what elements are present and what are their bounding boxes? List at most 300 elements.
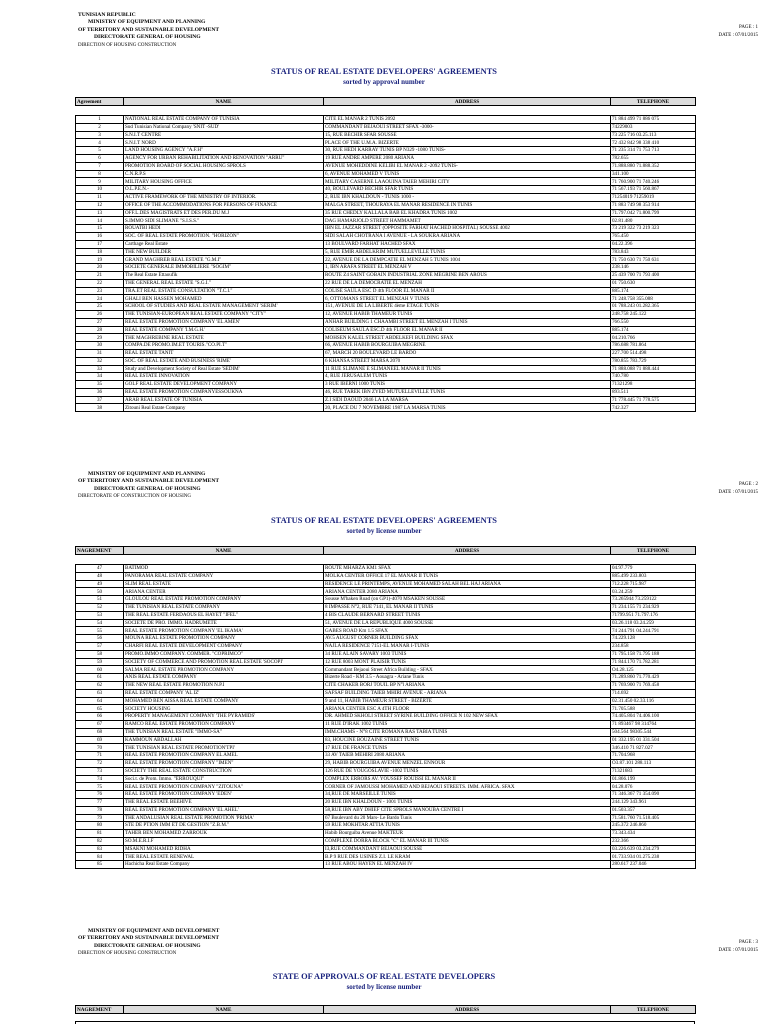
cell-name: AGENCY FOR URBAN REHABILITATION AND RENOVATION "ARRU"	[124, 154, 324, 162]
cell-telephone: 71 248.758 355.088	[611, 295, 696, 303]
table-row	[76, 209, 696, 217]
cell-name: OFFICE OF THE ACCOMMODATIONS FOR PERSONS OF FINANCE	[124, 201, 324, 209]
cell-telephone: 346.410 71 827.027	[611, 744, 696, 752]
cell-name: PROMOTION BOARD OF SOCIAL HOUSING SPROLS	[124, 162, 324, 170]
cell-address: 51, AVENUE DE LA REPUBLIQUE 4000 SOUSSE	[324, 619, 611, 627]
table-row	[76, 388, 696, 396]
cell-address: I3,RUE COMMANDANT BEJAOUI SOUSSE	[324, 845, 611, 853]
column-header-telephone: TELEPHONE	[611, 98, 696, 106]
cell-telephone: 01.733.934 01.275.238	[611, 853, 696, 861]
column-header-address: ADDRESS	[324, 98, 611, 106]
table-row	[76, 728, 696, 736]
cell-number: 37	[76, 396, 124, 404]
cell-telephone: 885.174	[611, 287, 696, 295]
cell-name: REAL ESTATE PROMOTION COMPANY 'EL AHEL'	[124, 806, 324, 814]
page-number-block	[719, 24, 758, 39]
cell-number: 32	[76, 357, 124, 365]
cell-number: 50	[76, 588, 124, 596]
cell-address: 151, AVENUE DE LA LIBERTE 4ème ETAGE TUNIS	[324, 303, 611, 311]
cell-number: 2	[76, 123, 124, 131]
cell-number: 18	[76, 248, 124, 256]
cell-number: 33	[76, 365, 124, 373]
table-row	[76, 381, 696, 389]
cell-telephone: 74 244.791 04.244.791	[611, 627, 696, 635]
cell-address: CORNER OF JAMOUSSI MOHAMED AND BEJAOUI STREETS. IMM. AFRICA. SFAX	[324, 783, 611, 791]
cell-number: 64	[76, 697, 124, 705]
cell-address: ARIANA CENTER 2080 ARIANA	[324, 588, 611, 596]
table-row	[76, 326, 696, 334]
page-subtitle: sorted by license number	[346, 527, 422, 535]
header-line: MINISTRY OF EQUIPMENT AND DEVELOPMENT	[88, 928, 220, 934]
cell-address: DAG HAMARJOLD STREET HAMMAMET	[324, 217, 611, 225]
cell-address: 17 RUE DE FRANCE TUNIS	[324, 744, 611, 752]
developers-table-page-1	[75, 115, 696, 412]
table-row	[76, 256, 696, 264]
table-row	[76, 279, 696, 287]
cell-address: 2, RUE IBN KHALDOUN - TUNIS 1000 -	[324, 193, 611, 201]
cell-number: 56	[76, 635, 124, 643]
cell-address: 29, HABIB BOURGUIBA AVENUE MENZEL ENNOUR	[324, 759, 611, 767]
cell-telephone: 504.564 98305.544	[611, 728, 696, 736]
header-line: DIRECTORATE GENERAL OF HOUSING	[94, 485, 201, 492]
table-row	[76, 116, 696, 124]
cell-number: 74	[76, 775, 124, 783]
header-line: DIRECTORATE OF CONSTRUCTION OF HOUSING	[78, 494, 191, 500]
cell-name: REAL ESTATE INNOVATION	[124, 373, 324, 381]
cell-address: ROUTE Z4 SAINT GOBAIN INDUSTRIAL ZONE MEGRINE BEN AROUS	[324, 271, 611, 279]
cell-telephone: 782.655	[611, 154, 696, 162]
table-row	[76, 572, 696, 580]
column-header-name: NAME	[124, 98, 324, 106]
cell-name: GOLF REAL ESTATE DEVELOPMENT COMPANY	[124, 381, 324, 389]
cell-number: 5	[76, 147, 124, 155]
table-row	[76, 580, 696, 588]
page-number: PAGE : 3	[739, 940, 758, 945]
table-row	[76, 830, 696, 838]
cell-number: 11	[76, 193, 124, 201]
table-row	[76, 334, 696, 342]
cell-name: MOUNA REAL ESTATE PROMOTION COMPANY	[124, 635, 324, 643]
cell-telephone: 245.372 246.860	[611, 822, 696, 830]
cell-name: THE REAL ESTATE BEEHIVE	[124, 798, 324, 806]
cell-address: COMPLEXE DORRA BLOCK "C" EL MANAR III TUNIS	[324, 837, 611, 845]
header-line: MINISTRY OF EQUIPMENT AND PLANNING	[88, 19, 206, 26]
cell-number: 62	[76, 681, 124, 689]
cell-address: MILITARY CASERNE LAAOUINA TAIEB MEHIRI CITY	[324, 178, 611, 186]
header-line: DIRECTORATE GENERAL OF HOUSING	[94, 942, 201, 949]
cell-address: MOLKA CENTER OFFICE 17 EL MANAR II TUNIS	[324, 572, 611, 580]
cell-name: Zitouni Real Estate Company	[124, 404, 324, 412]
cell-address: 34,RUE DE MARSEILLE TUNIS	[324, 791, 611, 799]
cell-telephone: 71.289.860 71.770.429	[611, 674, 696, 682]
table-row	[76, 689, 696, 697]
cell-telephone: 71 888.088 71 888.444	[611, 365, 696, 373]
cell-telephone: 71.704.968	[611, 752, 696, 760]
cell-address: COMPLEX ERRORS AV. YOUSSEF ROUISSI EL MANAR II	[324, 775, 611, 783]
cell-telephone: 74.229.128	[611, 635, 696, 643]
table-row	[76, 139, 696, 147]
cell-number: 53	[76, 611, 124, 619]
cell-telephone: O3.87.101 288.113	[611, 759, 696, 767]
cell-name: REAL ESTATE TANIT	[124, 349, 324, 357]
cell-number: 75	[76, 783, 124, 791]
cell-address: ARIANA CENTER ESC A 4TH FLOOR	[324, 705, 611, 713]
cell-address: SIDI SALAH CHOTRANA I AVENUE - LA SOUKRA ARIANA	[324, 232, 611, 240]
cell-number: 34	[76, 373, 124, 381]
cell-name: SOCIETE GENERALE IMMOBILIERE "SOGIM"	[124, 264, 324, 272]
cell-address: IMM.CHAMS - N°8 CITE ROMANA RAS TABIA TUNIS	[324, 728, 611, 736]
cell-name: Sud Tunisian National Company 'SNIT -SUD'	[124, 123, 324, 131]
cell-telephone: 71 760.900 71 740.246	[611, 178, 696, 186]
table-row	[76, 853, 696, 861]
cell-address: 11 RUE D'IRAK 1002 TUNIS	[324, 720, 611, 728]
cell-telephone: 71321683	[611, 767, 696, 775]
table-row	[76, 822, 696, 830]
cell-telephone: 783.843	[611, 248, 696, 256]
table-row	[76, 303, 696, 311]
cell-address: 12 RUE 8003 MONT PLAISIR TUNIS	[324, 658, 611, 666]
cell-number: 15	[76, 225, 124, 233]
cell-name: SOCIETY HOUSING	[124, 705, 324, 713]
cell-telephone: 71 567.193 71 560.867	[611, 186, 696, 194]
cell-telephone: 71 346.367 71 354.090	[611, 791, 696, 799]
table-row	[76, 752, 696, 760]
table-row	[76, 681, 696, 689]
cell-number: 17	[76, 240, 124, 248]
cell-telephone: 893.511	[611, 388, 696, 396]
table-row	[76, 837, 696, 845]
cell-name: RAMCO REAL ESTATE PROMOTION COMPANY	[124, 720, 324, 728]
cell-telephone: 73 225 716 03.25.113	[611, 131, 696, 139]
table-row	[76, 611, 696, 619]
table-row	[76, 295, 696, 303]
table-row	[76, 806, 696, 814]
cell-telephone: 71 883 749 98 353 914	[611, 201, 696, 209]
cell-name: MSAKNI MOHAMED RIDHA	[124, 845, 324, 853]
column-header-address: ADDRESS	[324, 547, 611, 555]
cell-name: SLIM REAL ESTATE	[124, 580, 324, 588]
cell-name: ACTIVE FRAMEWORK OF THE MINISTRY OF INTERIOR.	[124, 193, 324, 201]
cell-name: THE REAL ESTATE FERDAOUS EL HAYET "IFEL"	[124, 611, 324, 619]
cell-name: MOHAMED BEN AISSA REAL ESTATE COMPANY	[124, 697, 324, 705]
cell-number: 84	[76, 853, 124, 861]
cell-telephone: 227.700 514.498	[611, 349, 696, 357]
table-row	[76, 154, 696, 162]
table-row	[76, 775, 696, 783]
cell-number: 13	[76, 209, 124, 217]
cell-address: Habib Bourguiba Avenue MAKTEUR	[324, 830, 611, 838]
cell-address: Z.I SIDI DAOUD 2046 LA LA MARSA	[324, 396, 611, 404]
cell-number: 60	[76, 666, 124, 674]
cell-name: REAL ESTATE PROMOTION COMPANY 'EL IKAMA'	[124, 627, 324, 635]
table-row	[76, 565, 696, 573]
cell-address: 58,RUE IBN ABY DHIEF CITE SPROLS MANOUBA CENTRE I	[324, 806, 611, 814]
cell-number: 12	[76, 201, 124, 209]
page-2-title-block	[0, 515, 768, 536]
cell-telephone: 03.226.639 03.234.279	[611, 845, 696, 853]
cell-number: 25	[76, 303, 124, 311]
cell-telephone: 73.343.434	[611, 830, 696, 838]
cell-number: 68	[76, 728, 124, 736]
cell-name: REAL ESTATE PROMOTION COMPANY 'EL AMEN'	[124, 318, 324, 326]
cell-address: 30, RUE HEDI KARRAY TUNIS BP N329 -1080 TUNIS-	[324, 147, 611, 155]
cell-number: 66	[76, 713, 124, 721]
cell-name: THE TUNISIAN-EUROPEAN REAL ESTATE COMPANY "CITY"	[124, 310, 324, 318]
cell-address: 22, AVENUE DE LA DEMPCATIE EL MENZAH 5 TUNIS 1004	[324, 256, 611, 264]
table-row	[76, 349, 696, 357]
cell-telephone: 712.228 715.987	[611, 580, 696, 588]
cell-number: 28	[76, 326, 124, 334]
cell-telephone: 71.797.042 71.800.799	[611, 209, 696, 217]
column-header-name: NAME	[124, 1006, 324, 1014]
cell-address: Sousse M'haken Road (on GP1)-4070 MSAKEN SOUSSE	[324, 596, 611, 604]
cell-name: THE NEW BUILDER	[124, 248, 324, 256]
table-row	[76, 845, 696, 853]
table-row	[76, 131, 696, 139]
table-row	[76, 861, 696, 869]
cell-number: 21	[76, 271, 124, 279]
cell-telephone: 03.26.118 03.24.259	[611, 619, 696, 627]
cell-name: LAND HOUSING AGENCY "A.F.H"	[124, 147, 324, 155]
cell-address: 20, PLACE DU 7 NOVEMBRE 1987 LA MARSA TUNIS	[324, 404, 611, 412]
cell-address: 4 BIS CLAUDE BERNARD STREET TUNIS	[324, 611, 611, 619]
cell-telephone: 234.858	[611, 642, 696, 650]
cell-address: 19 RUE ANDRE AMPERE 2080 ARIANA	[324, 154, 611, 162]
cell-number: 1	[76, 116, 124, 124]
cell-name: SALMA REAL ESTATE PROMOTION COMPANY	[124, 666, 324, 674]
cell-name: NATIONAL REAL ESTATE COMPANY OF TUNISIA	[124, 116, 324, 124]
cell-address: PLACE OF THE U.M.A. BIZERTE	[324, 139, 611, 147]
cell-name: ARIANA CENTER	[124, 588, 324, 596]
date-label: DATE : 07/01/2015	[718, 947, 758, 953]
cell-address: COLISEUM SAULA ESC.D 4th FLOOR EL MANAR II	[324, 326, 611, 334]
header-line: OF TERRITORY AND SUSTAINABLE DEVELOPMENT	[78, 478, 220, 485]
cell-address: 9 and 11, HABIB THAMEUR STREET - BIZERTE	[324, 697, 611, 705]
cell-name: SO.M.E.R.I.F	[124, 837, 324, 845]
column-header-agreement: NAGREMENT	[76, 547, 124, 555]
cell-telephone: 71799.951 71.797.176	[611, 611, 696, 619]
table-header	[75, 97, 696, 106]
cell-address: 35 RUE CHEDLY KALLALA BAB EL KHADRA TUNIS 1002	[324, 209, 611, 217]
cell-name: THE ANDALUSIAN REAL ESTATE PROMOTION 'PRIMA'	[124, 814, 324, 822]
cell-number: 51	[76, 596, 124, 604]
cell-number: 22	[76, 279, 124, 287]
cell-name: KAMMOUN ABDALLAH	[124, 736, 324, 744]
cell-address: MOHSEN KALEL STREET ABDELKEFI BUILDING SFAX	[324, 334, 611, 342]
cell-name: The Real Estate Ettaoufik	[124, 271, 324, 279]
cell-address: 46, RUE TAREK IBN ZYED MUTUELLEVILLE TUNIS	[324, 388, 611, 396]
cell-telephone: 74.405.804 74.406.100	[611, 713, 696, 721]
cell-name: THE GENERAL REAL ESTATE "S.G.I."	[124, 279, 324, 287]
cell-telephone: 04.22.396	[611, 240, 696, 248]
cell-name: SOCIETY OF COMMERCE AND PROMOTION REAL ESTATE 'SOCOPI'	[124, 658, 324, 666]
cell-address: IBN EL JAZZAR STREET (OPPOSITE FARHAT HACHED HOSPITAL) SOUSSE 4002	[324, 225, 611, 233]
column-header-address: ADDRESS	[324, 1006, 611, 1014]
table-row	[76, 201, 696, 209]
cell-name: OFF.L.DES MAGISTRATS ET DES PER.DU M.J	[124, 209, 324, 217]
cell-name: THE TUNISIAN REAL ESTATE COMPANY	[124, 603, 324, 611]
cell-number: 81	[76, 830, 124, 838]
cell-name: REAL ESTATE PROMOTION COMPANYESSOUKNA	[124, 388, 324, 396]
cell-telephone: 01 332.195 01 331.504	[611, 736, 696, 744]
cell-name: REAL ESTATE PROMOTION COMPANY EL AMEL	[124, 752, 324, 760]
cell-address: 67 Boulevard du 20 Mars- Le Bardo Tunis	[324, 814, 611, 822]
cell-telephone: 71 769.900 71 769.458	[611, 681, 696, 689]
cell-address: 15, RUE BECHIR SFAR SOUSSE	[324, 131, 611, 139]
cell-number: 47	[76, 565, 124, 573]
cell-telephone: 71.705.588	[611, 705, 696, 713]
table-header	[75, 1005, 696, 1014]
table-row	[76, 217, 696, 225]
header-line: DIRECTION OF HOUSING CONSTRUCTION	[78, 42, 177, 48]
cell-name: TRA.ET REAL ESTATE CONSULTATION "T.C.I."	[124, 287, 324, 295]
cell-telephone: 04.28.076	[611, 783, 696, 791]
cell-number: 77	[76, 798, 124, 806]
cell-number: 29	[76, 334, 124, 342]
cell-telephone: 04.210.766	[611, 334, 696, 342]
cell-address: 67, MARCH 20 BOULEVARD LE BARDO	[324, 349, 611, 357]
cell-number: 71	[76, 752, 124, 760]
cell-address: 11 RUE SLIMANE E SLIMANEEL MANAR II TUNIS	[324, 365, 611, 373]
table-row	[76, 814, 696, 822]
cell-number: 36	[76, 388, 124, 396]
cell-name: PANORAMA REAL ESTATE COMPANY	[124, 572, 324, 580]
cell-telephone: 71 844.170 71.782.281	[611, 658, 696, 666]
table-row	[76, 627, 696, 635]
table-header	[75, 546, 696, 555]
cell-number: 72	[76, 759, 124, 767]
table-row	[76, 713, 696, 721]
cell-number: 8	[76, 170, 124, 178]
cell-telephone: 73 219 322 73 219 323	[611, 225, 696, 233]
cell-name: REAL ESTATE PROMOTION COMPANY "ZITOUNA"	[124, 783, 324, 791]
cell-telephone: 765.450	[611, 232, 696, 240]
cell-number: 85	[76, 861, 124, 869]
cell-address: NAJLA RESIDENCE 7151-EL MANAR I-TUNIS	[324, 642, 611, 650]
cell-number: 19	[76, 256, 124, 264]
cell-address: 8 IMPASSE N°2, RUE 7141, EL MANAR II TUNIS	[324, 603, 611, 611]
cell-name: BATIMOD	[124, 565, 324, 573]
cell-name: SOCIETE DE PRO. IMMO. HADRUMETE	[124, 619, 324, 627]
page-number: PAGE : 1	[739, 25, 758, 30]
cell-telephone: 71 234.155 71 234.929	[611, 603, 696, 611]
page-title: STATUS OF REAL ESTATE DEVELOPERS' AGREEMENTS	[271, 516, 497, 525]
cell-name: S.IMMO SIDI SLIMANE "S.I.S.S."	[124, 217, 324, 225]
cell-address: 13 RUE ABOU HAYEN EL MENZAH IV	[324, 861, 611, 869]
cell-telephone: 71 795.158 71.795 188	[611, 650, 696, 658]
page-number-block	[719, 481, 758, 496]
cell-telephone: 01 788.243 01.282.365	[611, 303, 696, 311]
cell-address: 20 RUE IBN KHALDOUN - 1001 TUNIS	[324, 798, 611, 806]
table-row	[76, 170, 696, 178]
cell-number: 79	[76, 814, 124, 822]
cell-address: 83, HOUCINE BOUZAINE STREET TUNIS	[324, 736, 611, 744]
cell-address: 13 BOULVARD FARHAT HACHED SFAX	[324, 240, 611, 248]
page-title: STATE OF APPROVALS OF REAL ESTATE DEVELOPERS	[272, 972, 496, 981]
table-row	[76, 287, 696, 295]
cell-name: GLOULOU REAL ESTATE PROMOTION COMPANY	[124, 596, 324, 604]
table-row	[76, 603, 696, 611]
cell-address: SAFSAF BUILDING TAIEB MHIRI AVENUE - ARIANA	[324, 689, 611, 697]
cell-telephone: 71 235 314 71 753 713	[611, 147, 696, 155]
table-row	[76, 186, 696, 194]
cell-telephone: 341.100	[611, 170, 696, 178]
table-row	[76, 705, 696, 713]
cell-name: THE TUNISIAN REAL ESTATE PROMOTION'TPI'	[124, 744, 324, 752]
table-row	[76, 162, 696, 170]
page-3-header	[78, 928, 219, 958]
cell-number: 30	[76, 342, 124, 350]
header-line: OF TERRITORY AND SUSTAINABLE DEVELOPMENT	[78, 26, 220, 33]
cell-telephone: 25 439 700 71 793 400	[611, 271, 696, 279]
cell-telephone: 232.366	[611, 837, 696, 845]
table-row	[76, 650, 696, 658]
column-header-name: NAME	[124, 547, 324, 555]
table-row	[76, 240, 696, 248]
page-number-block	[719, 939, 758, 954]
cell-address: CITE CHAKER BORJ TOUIL BP N°l ARIANA	[324, 681, 611, 689]
cell-telephone: 03.24.259	[611, 588, 696, 596]
cell-address: 1, IBN ARAFA STREET EL MENZAH V	[324, 264, 611, 272]
table-row	[76, 193, 696, 201]
column-header-agreement: Agreement	[76, 98, 124, 106]
cell-name: SOC. OF REAL ESTATE PROMOTION. "HORIZON"	[124, 232, 324, 240]
cell-number: 61	[76, 674, 124, 682]
table-row	[76, 635, 696, 643]
cell-name: TAHER BEN MOHAMED ZARROUK	[124, 830, 324, 838]
table-row	[76, 404, 696, 412]
cell-number: 59	[76, 658, 124, 666]
cell-name: GHALI BEN HASSEN MOHAMED	[124, 295, 324, 303]
cell-number: 82	[76, 837, 124, 845]
cell-name: S.N.I.T NORD	[124, 139, 324, 147]
table-row	[76, 232, 696, 240]
table-row	[76, 619, 696, 627]
column-header-telephone: TELEPHONE	[611, 547, 696, 555]
cell-telephone: 248.758 245.122	[611, 310, 696, 318]
cell-telephone: 71254019 71259019	[611, 193, 696, 201]
cell-number: 9	[76, 178, 124, 186]
cell-name: REAL ESTATE PROMOTION COMPANY 'EDEN'	[124, 791, 324, 799]
cell-telephone: 71 778.445 71 778.575	[611, 396, 696, 404]
cell-name: ANIS REAL ESTATE COMPANY	[124, 674, 324, 682]
table-row	[76, 271, 696, 279]
cell-number: 67	[76, 720, 124, 728]
cell-address: 3 RUE IBERNI 1000 TUNIS	[324, 381, 611, 389]
cell-address: Commandant Bejaoui Street Africa Building - SFAX	[324, 666, 611, 674]
cell-name: CHARFI REAL ESTATE DEVELOPMENT COMPANY	[124, 642, 324, 650]
cell-telephone: 885.174	[611, 326, 696, 334]
table-row	[76, 744, 696, 752]
table-row	[76, 798, 696, 806]
cell-number: 63	[76, 689, 124, 697]
table-row	[76, 720, 696, 728]
cell-telephone: 01.503.357	[611, 806, 696, 814]
table-row	[76, 674, 696, 682]
cell-name: S.N.I.T CENTRE	[124, 131, 324, 139]
page-1-title-block	[0, 66, 768, 87]
date-label: DATE : 07/01/2015	[718, 32, 758, 38]
cell-address: Bizerte Road - KM 3.5 - Aouagra - Ariane Tunis	[324, 674, 611, 682]
cell-number: 57	[76, 642, 124, 650]
table-row	[76, 248, 696, 256]
cell-address: DR. AHMED SKHOLI STREET SYRINE BUILDING OFFICE N 102 NEW SFAX	[324, 713, 611, 721]
cell-number: 24	[76, 295, 124, 303]
cell-name: SOCIETY THE REAL ESTATE CONSTRUCTION	[124, 767, 324, 775]
table-row	[76, 697, 696, 705]
cell-number: 69	[76, 736, 124, 744]
table-row	[76, 357, 696, 365]
